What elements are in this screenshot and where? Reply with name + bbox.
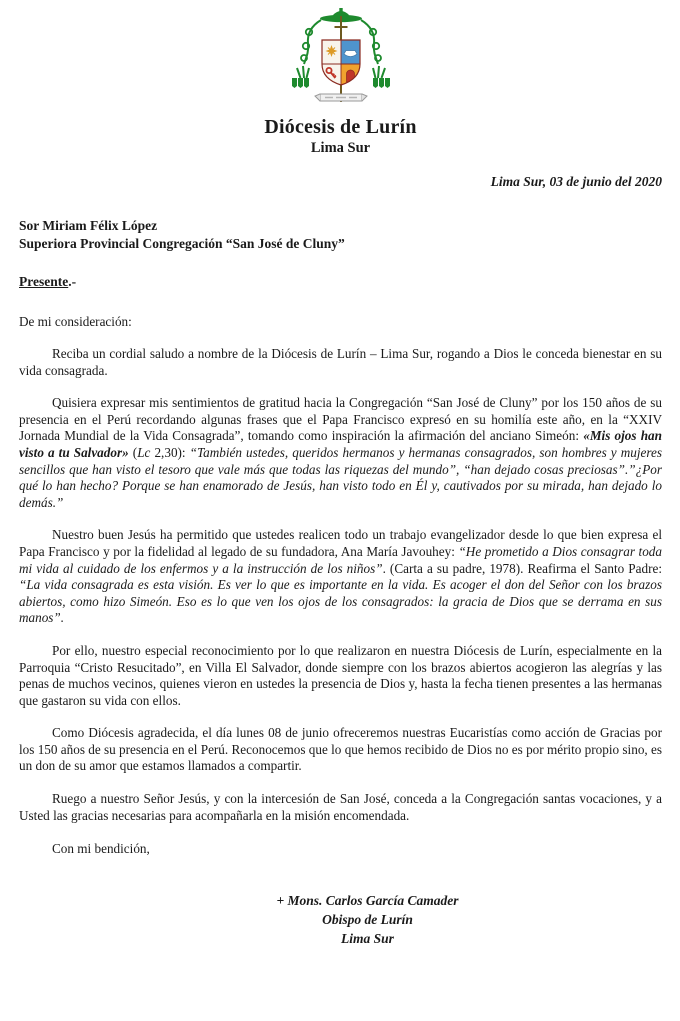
date-line: Lima Sur, 03 de junio del 2020 — [490, 174, 662, 189]
paragraph-run: Reciba un cordial saludo a nombre de la Diócesis de Lurín – Lima Sur, rogando a Dios le conceda bienestar en su vida consagrada. — [19, 346, 662, 378]
closing-line: Con mi bendición, — [52, 841, 150, 857]
signature-name: + Mons. Carlos García Camader — [276, 893, 459, 909]
signature-block — [19, 891, 662, 948]
paragraph-run: . (Carta a su padre, 1978). Reafirma el Santo Padre: — [382, 560, 662, 576]
recipient-title: Superiora Provincial Congregación “San José de Cluny” — [19, 236, 345, 251]
signature-role: Obispo de Lurín — [322, 912, 413, 928]
paragraph-run: Quisiera expresar mis sentimientos de gratitud hacia la Congregación “San José de Cluny” por los 150 años de su presencia en el Perú recordando algunas frases que el Papa Francisco expresó en su homilía este año, en la “XXIV Jornada Mundial de la Vida Consagrada”, tomando como inspiración la afirmación del anciano Simeón: — [19, 395, 662, 444]
page-subtitle: Lima Sur — [310, 140, 371, 156]
presente-label: Presente — [19, 274, 69, 289]
salutation: De mi consideración: — [19, 314, 132, 329]
letter-paragraph — [19, 725, 662, 775]
letter-paragraph — [19, 346, 662, 379]
letter-paragraph — [19, 643, 662, 709]
recipient-name: Sor Miriam Félix López — [19, 218, 158, 233]
letter-body — [19, 346, 662, 824]
page-title: Diócesis de Lurín — [264, 116, 417, 138]
paragraph-run: Como Diócesis agradecida, el día lunes 08 de junio ofreceremos nuestras Eucaristías como acción de Gracias por los 150 años de su presencia en el Perú. Reconocemos que lo que hemos recibido de Dios no es por mérito propio sino, es un don de su amor que estamos llamados a compartir. — [19, 725, 662, 774]
letter-paragraph — [19, 791, 662, 824]
recipient-block — [19, 217, 662, 253]
letter-paragraph — [19, 395, 662, 511]
paragraph-run: Lc — [137, 444, 151, 460]
paragraph-run: ( — [128, 444, 138, 460]
signature-place: Lima Sur — [341, 931, 394, 947]
paragraph-run: «Mis ojos han visto a tu Salvador» — [19, 428, 662, 460]
letter-paragraph — [19, 527, 662, 627]
crest-container — [19, 6, 662, 111]
paragraph-run: Nuestro buen Jesús ha permitido que ustedes realicen todo un trabajo evangelizador desde lo que bien expresa el Papa Francisco y por la fidelidad al legado de su fundadora, Ana María Javouhey: — [19, 527, 662, 559]
paragraph-run: “He prometido a Dios consagrar toda mi vida al cuidado de los enfermos y a la instrucción de los niños” — [19, 543, 662, 576]
paragraph-run: “También ustedes, queridos hermanos y hermanas consagrados, son hombres y mujeres sencillos que han visto el tesoro que vale más que todas las riquezas del mundo”, “han dejado cosas preciosas”.”¿Por qué lo han hecho? Porque se han enamorado de Jesús, han visto todo en Él y, cautivados por su mirada, han dejado lo demás.” — [19, 444, 662, 510]
paragraph-run: Por ello, nuestro especial reconocimiento por lo que realizaron en nuestra Diócesis de Lurín, especialmente en la Parroquia “Cristo Resucitado”, en Villa El Salvador, donde siempre con los brazos abiertos acogieron las alegrías y las penas de muchos vecinos, quienes vieron en ustedes la presencia de Dios y, hasta la fecha tienen presentes a las hermanas que gastaron su vida con ellos. — [19, 642, 662, 708]
paragraph-run: Ruego a nuestro Señor Jesús, y con la intercesión de San José, conceda a la Congregación santas vocaciones, y a Usted las gracias necesarias para acompañarla en la misión encomendada. — [19, 791, 662, 823]
presente-suffix: .- — [68, 274, 77, 289]
presente-line — [19, 273, 662, 291]
diocese-crest-icon — [278, 6, 404, 106]
paragraph-run: 2,30): — [150, 444, 190, 460]
paragraph-run: “La vida consagrada es esta visión. Es ver lo que es importante en la vida. Es acoger el don del Señor con los brazos abiertos, como hizo Simeón. Eso es lo que ven los ojos de los consagrados: la gracia de Dios que se derrama en sus manos”. — [19, 577, 662, 626]
